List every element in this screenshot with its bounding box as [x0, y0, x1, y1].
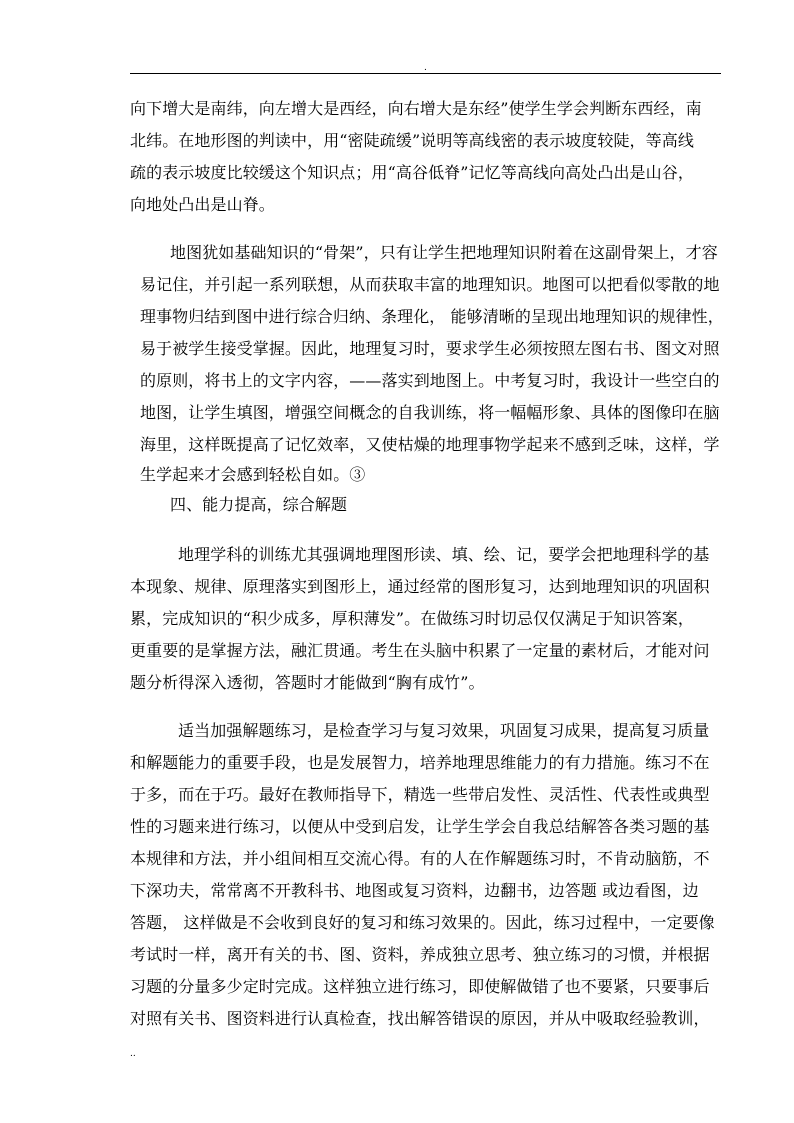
text-line: 对照有关书、图资料进行认真检查，找出解答错误的原因，并从中吸取经验教训， — [130, 1009, 710, 1028]
header-rule — [130, 73, 721, 74]
text-line: 本规律和方法，并小组间相互交流心得。有的人在作解题练习时，不肯动脑筋，不 — [130, 849, 710, 868]
text-line: 地理学科的训练尤其强调地理图形读、填、绘、记，要学会把地理科学的基 — [178, 545, 710, 564]
text-line: 向地处凸出是山脊。 — [130, 195, 275, 214]
text-line: 北纬。在地形图的判读中，用“密陡疏缓”说明等高线密的表示坡度较陡，等高线 — [130, 131, 694, 150]
text-line: 习题的分量多少定时完成。这样独立进行练习，即使解做错了也不要紧，只要事后 — [130, 977, 710, 996]
text-line: 下深功夫，常常离不开教科书、地图或复习资料，边翻书，边答题 或边看图，边 — [130, 881, 699, 900]
text-line: 更重要的是掌握方法，融汇贯通。考生在头脑中积累了一定量的素材后，才能对问 — [130, 641, 710, 660]
text-line: 疏的表示坡度比较缓这个知识点；用“高谷低脊”记忆等高线向高处凸出是山谷， — [130, 163, 694, 182]
text-line: 易记住，并引起一系列联想，从而获取丰富的地理知识。地图可以把看似零散的地 — [140, 275, 720, 294]
text-line: 易于被学生接受掌握。因此，地理复习时，要求学生必须按照左图右书、图文对照 — [140, 339, 720, 358]
text-line: 适当加强解题练习，是检查学习与复习效果，巩固复习成果，提高复习质量 — [178, 721, 710, 740]
text-line: 地图，让学生填图，增强空间概念的自我训练，将一幅幅形象、具体的图像印在脑 — [140, 403, 720, 422]
text-line: 性的习题来进行练习，以便从中受到启发，让学生学会自我总结解答各类习题的基 — [130, 817, 710, 836]
text-line: 累，完成知识的“积少成多，厚积薄发”。在做练习时切忌仅仅满足于知识答案， — [130, 609, 694, 628]
text-line: 于多，而在于巧。最好在教师指导下，精选一些带启发性、灵活性、代表性或典型 — [130, 785, 710, 804]
text-line: 海里，这样既提高了记忆效率，又使枯燥的地理事物学起来不感到乏味，这样，学 — [140, 435, 720, 454]
text-line: 答题， 这样做是不会收到良好的复习和练习效果的。因此，练习过程中，一定要像 — [130, 913, 715, 932]
text-line: 地图犹如基础知识的“骨架”，只有让学生把地理知识附着在这副骨架上，才容 — [170, 243, 718, 262]
footer-mark: .. — [130, 1049, 136, 1059]
header-mark: . — [424, 63, 427, 73]
text-line: 本现象、规律、原理落实到图形上，通过经常的图形复习，达到地理知识的巩固积 — [130, 577, 710, 596]
text-line: 生学起来才会感到轻松自如。③ — [140, 465, 366, 484]
text-line: 考试时一样，离开有关的书、图、资料，养成独立思考、独立练习的习惯，并根据 — [130, 945, 710, 964]
section-heading: 四、能力提高，综合解题 — [170, 495, 348, 514]
text-line: 理事物归结到图中进行综合归纳、条理化， 能够清晰的呈现出地理知识的规律性， — [140, 307, 724, 326]
text-line: 的原则，将书上的文字内容，——落实到地图上。中考复习时，我设计一些空白的 — [140, 371, 720, 390]
text-line: 向下增大是南纬，向左增大是西经，向右增大是东经”使学生学会判断东西经，南 — [130, 99, 702, 118]
text-line: 和解题能力的重要手段，也是发展智力，培养地理思维能力的有力措施。练习不在 — [130, 753, 710, 772]
text-line: 题分析得深入透彻，答题时才能做到“胸有成竹”。 — [130, 673, 485, 692]
